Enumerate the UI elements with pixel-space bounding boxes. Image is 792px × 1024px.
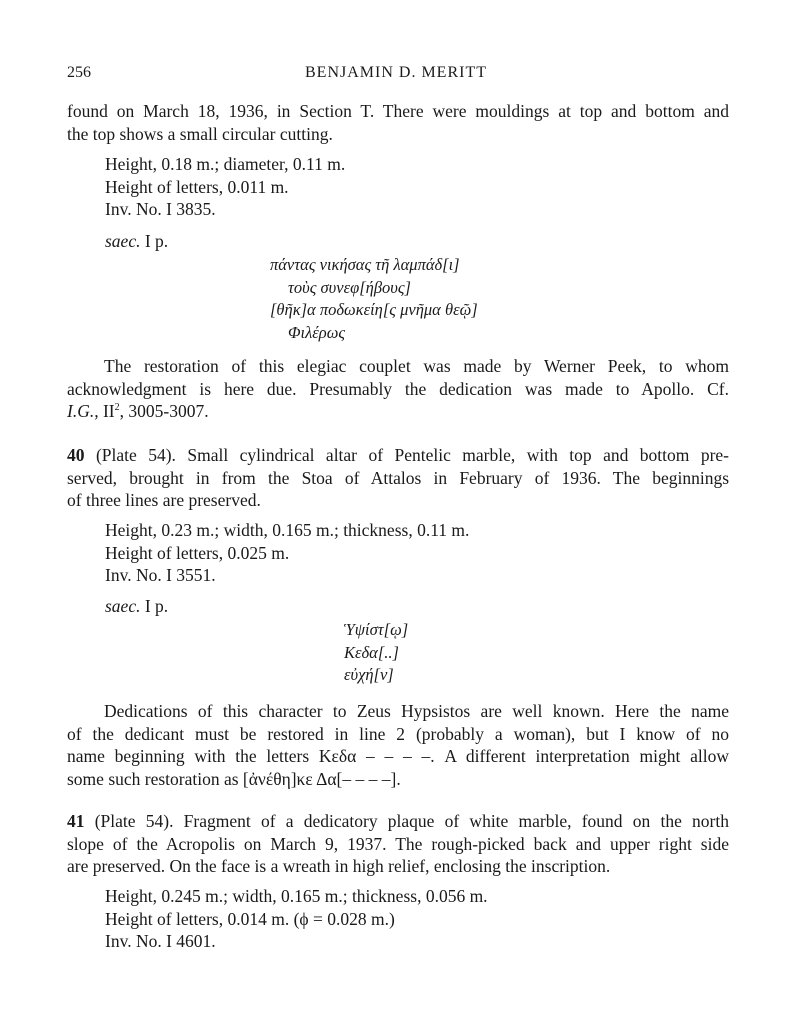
measurement-line: Height, 0.18 m.; diameter, 0.11 m. (105, 154, 346, 174)
entry-text: (Plate 54). Small cylindrical altar of Pentelic marble, with top and bottom pre- (84, 445, 729, 465)
inscription-line: τοὺς συνεφ[ήβους] (288, 277, 411, 297)
entry-39-inscription (270, 254, 478, 344)
text-line: are preserved. On the face is a wreath in high relief, enclosing the inscription. (67, 856, 611, 877)
date-suffix: I p. (144, 596, 169, 616)
inscription-line: Ὑψίστ[ῳ] (344, 620, 409, 639)
measurement-line: Inv. No. I 3551. (105, 565, 216, 585)
text-line: The restoration of this elegiac couplet was made by Werner Peek, to whom (104, 356, 729, 376)
text-line: served, brought in from the Stoa of Attalos in February of 1936. The beginnings (67, 467, 729, 488)
inscription-line: εὐχή[ν] (344, 665, 394, 684)
inscription-line: Φιλέρως (288, 322, 346, 342)
text-line: found on March 18, 1936, in Section T. There were mouldings at top and bottom and (67, 101, 729, 121)
citation-text: II (98, 401, 115, 422)
entry-41-measurements (105, 885, 488, 953)
entry-40-commentary (67, 700, 729, 791)
text-line: slope of the Acropolis on March 9, 1937. The rough-picked back and upper right side (67, 833, 729, 854)
entry-40-inscription (344, 619, 408, 687)
citation-superscript: 2 (114, 402, 120, 414)
date-prefix: saec. (105, 596, 141, 616)
date-prefix: saec. (105, 231, 141, 251)
text-line: of the dedicant must be restored in line 2 (probably a woman), but I know of no (67, 723, 729, 744)
entry-40-measurements (105, 519, 469, 587)
text-line: the top shows a small circular cutting. (67, 123, 333, 144)
measurement-line: Inv. No. I 3835. (105, 199, 216, 219)
entry-40-date (105, 596, 168, 617)
entry-39-measurements (105, 153, 345, 221)
inscription-line: πάντας νικήσας τῆ λαμπάδ[ι] (270, 255, 460, 274)
text-line: Dedications of this character to Zeus Hypsistos are well known. Here the name (104, 701, 729, 721)
text-line (67, 444, 729, 467)
measurement-line: Inv. No. I 4601. (105, 931, 216, 951)
text-line (67, 810, 729, 833)
entry-number: 41 (67, 811, 85, 831)
entry-39-date (105, 231, 168, 252)
entry-39-intro (67, 100, 729, 145)
entry-41-description (67, 810, 729, 878)
entry-40-description (67, 444, 729, 512)
text-line: of three lines are preserved. (67, 490, 261, 511)
citation-text: , 3005-3007. (119, 401, 209, 422)
measurement-line: Height, 0.245 m.; width, 0.165 m.; thickness, 0.056 m. (105, 886, 488, 906)
entry-number: 40 (67, 445, 85, 465)
text-line: some such restoration as [ἀνέθη]κε Δα[– – – –]. (67, 769, 401, 790)
measurement-line: Height, 0.23 m.; width, 0.165 m.; thickness, 0.11 m. (105, 520, 470, 540)
inscription-line: Κεδα[..] (344, 642, 399, 662)
entry-text: (Plate 54). Fragment of a dedicatory plaque of white marble, found on the north (84, 811, 729, 831)
citation-line (67, 400, 729, 423)
date-suffix: I p. (144, 231, 169, 251)
measurement-line: Height of letters, 0.011 m. (105, 176, 289, 197)
entry-39-commentary (67, 355, 729, 423)
measurement-line: Height of letters, 0.014 m. (ϕ = 0.028 m.) (105, 908, 395, 929)
running-title: BENJAMIN D. MERITT (305, 64, 487, 81)
inscription-line: [θῆκ]α ποδωκείη[ς μνῆμα θεῷ] (270, 300, 478, 319)
text-line: acknowledgment is here due. Presumably the dedication was made to Apollo. Cf. (67, 378, 729, 399)
text-line: name beginning with the letters Κεδα – – – –. A different interpretation might allow (67, 746, 729, 767)
citation-italic: I.G., (67, 401, 99, 422)
page-number: 256 (67, 64, 91, 81)
measurement-line: Height of letters, 0.025 m. (105, 542, 290, 563)
